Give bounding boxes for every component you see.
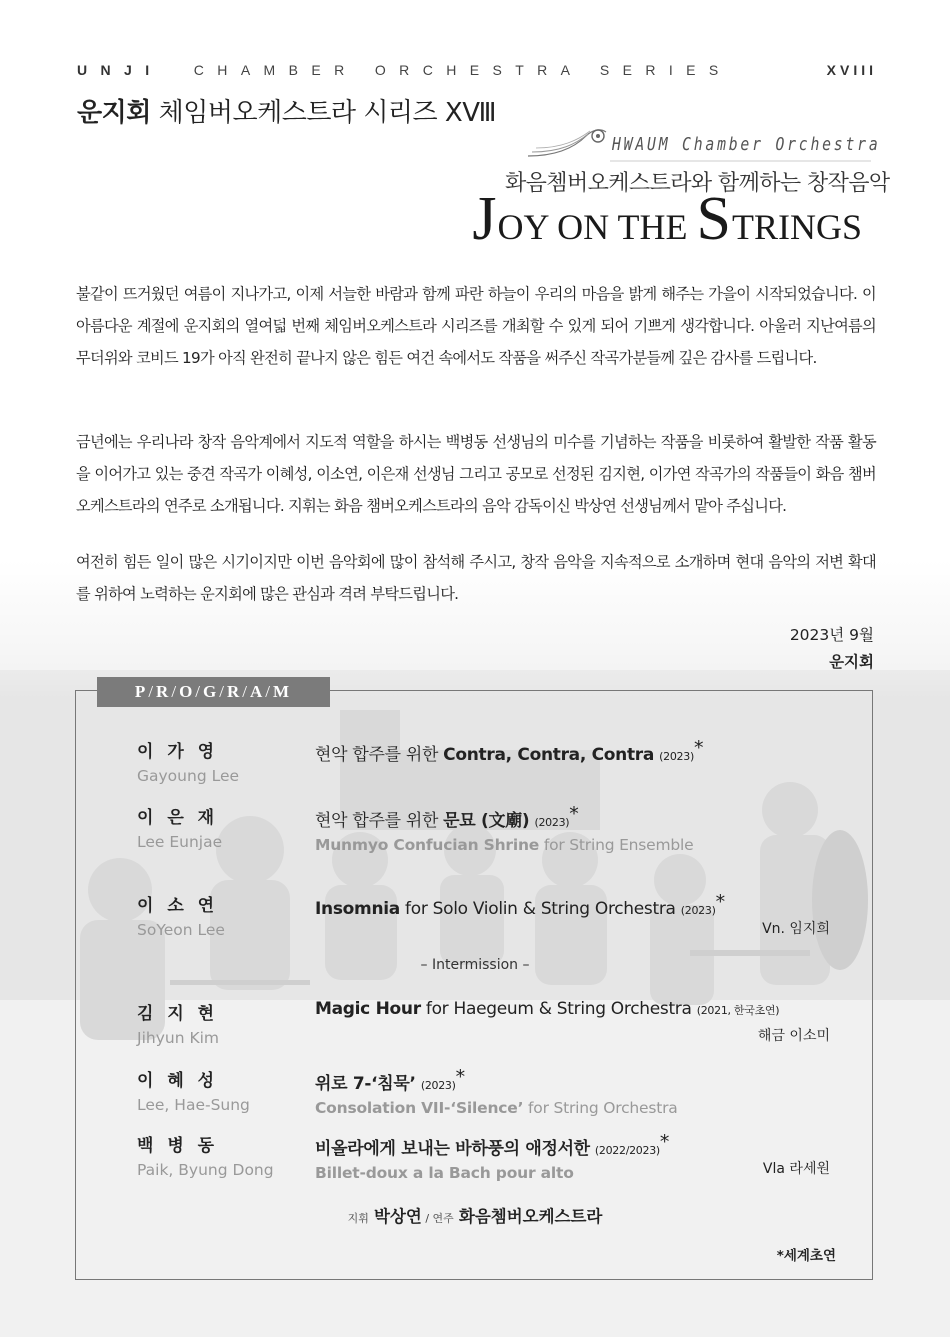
composer-name-en: SoYeon Lee [137,921,225,939]
series-roman-numeral: XVIII [826,62,877,78]
orchestra-name: 화음쳄버오케스트라 [458,1207,603,1226]
program-item-composer [137,891,225,939]
work-title [315,891,725,919]
work-title-en-rest: for String Orchestra [523,1099,678,1117]
joy-on-the-strings-title [472,185,862,253]
separator: / [421,1212,433,1225]
composer-name-en: Paik, Byung Dong [137,1161,274,1179]
work-title-en-rest: for String Ensemble [539,836,694,854]
performer: Vn. 임지희 [762,921,830,937]
series-header-line [77,62,877,82]
premiere-star: * [693,737,704,759]
work-title-en-bold: Consolation VII-‘Silence’ [315,1099,524,1117]
concert-subtitle: 화음쳄버오케스트라와 함께하는 창작음악 [505,171,890,196]
composer-name-kr: 이 은 재 [137,808,219,828]
program-item-work [315,803,694,854]
composer-name-kr: 백 병 동 [137,1136,219,1156]
letter-paragraph-1: 불같이 뜨거웠던 여름이 지나가고, 이제 서늘한 바람과 함께 파란 하늘이 우리의 마음을 밝게 해주는 가을이 시작되었습니다. 이 아름다운 계절에 운지회의 열여덟 번째 체임버오케스트라 시리즈를 개최할 수 있게 되어 기쁘게 생각합니다. 아울러 지난여름의 무더위와 코비드 19가 아직 완전히 끝나지 않은 힘든 여건 속에서도 작품을 써주신 작곡가분들께 깊은 감사를 드립니다. [76,285,876,367]
title-series: 체임버오케스트라 시리즈 XⅧ [158,98,496,128]
work-title [315,999,779,1019]
work-year: (2023) [659,750,694,763]
program-item-work [315,737,703,765]
series-chamber-orchestra: CHAMBER ORCHESTRA SERIES [193,62,732,78]
work-year: (2022/2023) [594,1144,660,1157]
work-title [315,737,703,765]
orchestra-label: 연주 [432,1212,454,1225]
work-title [315,803,694,831]
program-tab: P/R/O/G/R/A/M [97,677,330,707]
work-suffix: for Haegeum & String Orchestra [420,999,697,1019]
program-item-composer [137,1066,250,1114]
work-title-bold: Magic Hour [315,999,421,1019]
hwaum-logo-text: HWAUM Chamber Orchestra [612,134,881,155]
program-item-composer [137,737,239,785]
work-title-bold: Insomnia [315,899,400,919]
work-title-en-bold: Munmyo Confucian Shrine [315,836,540,854]
work-prefix: 현악 합주를 위한 [315,745,444,765]
work-year: (2023) [420,1079,456,1092]
conductor-orchestra-line [0,1203,950,1227]
tab-letter: R [227,682,243,701]
premiere-star: * [659,1131,670,1153]
work-title-en-bold: Billet-doux a la Bach pour alto [315,1164,574,1182]
tab-letter: A [250,682,266,701]
program-item-composer [137,803,222,851]
tab-letter: P [134,682,149,701]
letter-date: 2023년 9월 [789,626,874,644]
work-year: (2023) [680,904,716,917]
world-premiere-note: *세계초연 [776,1248,836,1264]
work-title-en [315,1164,669,1182]
joy-trings: TRINGS [731,207,862,247]
composer-name-kr: 이 가 영 [137,742,219,762]
work-title-bold: 문묘 (文廟) [443,811,530,831]
letter-paragraph-2: 금년에는 우리나라 창작 음악계에서 지도적 역할을 하시는 백병동 선생님의 미수를 기념하는 작품을 비롯하여 활발한 작품 활동을 이어가고 있는 중견 작곡가 이혜성, 이소연, 이은재 선생님 그리고 공모로 선정된 김지현, 이가연 작곡가의 작품들이 화음 챔버오케스트라의 연주로 소개됩니다. 지휘는 화음 챔버오케스트라의 음악 감독이신 박상연 선생님께서 맡아 주십니다. [76,433,876,515]
program-item-work [315,891,725,919]
composer-name-kr: 김 지 현 [137,1004,219,1024]
composer-name-kr: 이 소 연 [137,896,219,916]
intermission: – Intermission – [420,957,530,973]
work-title-en [315,1099,678,1117]
program-item-work [315,1131,669,1182]
composer-name-en: Gayoung Lee [137,767,240,785]
composer-name-en: Lee Eunjae [137,833,223,851]
tab-letter: M [273,682,293,701]
work-title-bold: Contra, Contra, Contra [443,745,655,765]
work-year: (2021, 한국초연) [696,1004,780,1017]
work-title [315,1066,678,1094]
work-title-en [315,836,694,854]
performer: Vla 라세원 [762,1161,830,1177]
joy-oy: OY [497,207,549,247]
joy-s: S [696,185,732,253]
work-year: (2023) [534,816,570,829]
letter-signature: 운지회 [829,653,874,671]
page-title [77,92,496,129]
tab-letter: O [179,682,196,701]
composer-name-kr: 이 혜 성 [137,1071,219,1091]
joy-on-the: ON THE [548,207,697,247]
work-title [315,1131,669,1159]
conductor-name: 박상연 [374,1207,422,1226]
series-unji: UNJI [77,62,163,78]
program-item-work [315,999,779,1019]
work-prefix: 현악 합주를 위한 [315,811,444,831]
program-item-work [315,1066,678,1117]
program-item-composer [137,999,219,1047]
tab-letter: G [203,682,220,701]
premiere-star: * [455,1066,465,1088]
performer: 해금 이소미 [757,1028,830,1044]
joy-j: J [472,185,498,253]
composer-name-en: Lee, Hae-Sung [137,1096,250,1114]
work-title-bold: 비올라에게 보내는 바하풍의 애정서한 [315,1139,590,1159]
work-title-bold: 위로 7-‘침묵’ [315,1074,416,1094]
program-item-composer [137,1131,274,1179]
work-suffix: for Solo Violin & String Orchestra [399,899,681,919]
tab-letter: R [156,682,172,701]
title-unjihoe: 운지회 [77,98,151,128]
premiere-star: * [569,803,579,825]
letter-paragraph-3: 여전히 힘든 일이 많은 시기이지만 이번 음악회에 많이 참석해 주시고, 창작 음악을 지속적으로 소개하며 현대 음악의 저변 확대를 위하여 노력하는 운지회에 많은 관심과 격려 부탁드립니다. [76,553,876,603]
composer-name-en: Jihyun Kim [137,1029,220,1047]
premiere-star: * [715,891,725,913]
conductor-label: 지휘 [347,1212,369,1225]
letter-date-signature [790,622,874,676]
